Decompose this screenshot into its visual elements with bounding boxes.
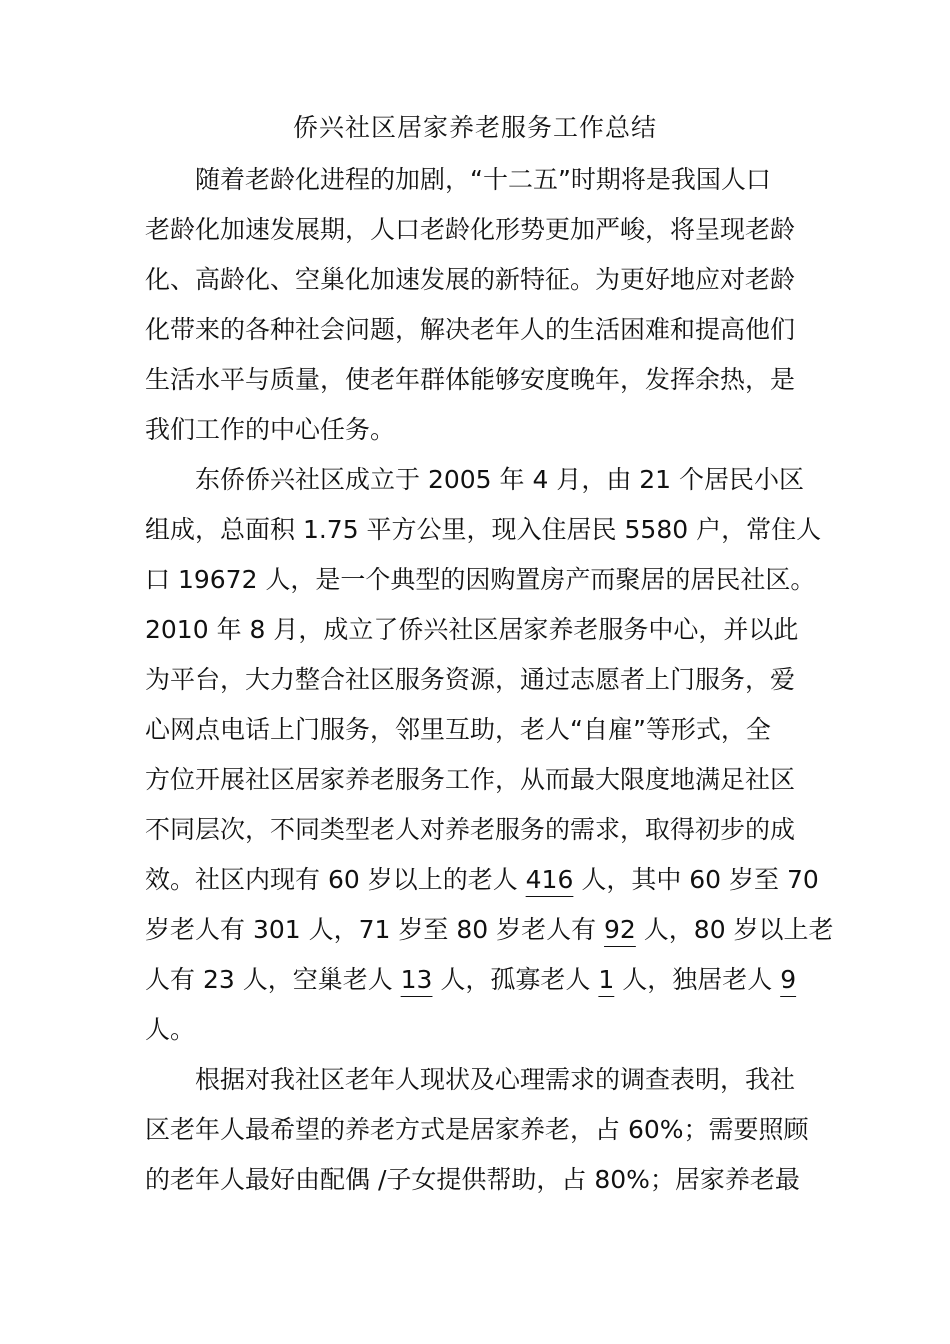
paragraph-1-line-4: 化带来的各种社会问题，解决老年人的生活困难和提高他们 [145, 315, 796, 344]
paragraph-2-line-12: 人。 [145, 1015, 196, 1044]
paragraph-2-line-10 [145, 910, 834, 950]
paragraph-2-line-9 [145, 860, 819, 900]
underlined-number: 1 [598, 965, 615, 994]
paragraph-2-line-8: 不同层次，不同类型老人对养老服务的需求，取得初步的成 [145, 815, 796, 844]
text-segment: 岁老人有 301 人，71 岁至 80 岁老人有 [145, 915, 605, 944]
paragraph-1-line-5: 生活水平与质量，使老年群体能够安度晚年，发挥余热，是 [145, 365, 796, 394]
underlined-number: 13 [400, 965, 433, 994]
paragraph-3-line-2: 区老年人最希望的养老方式是居家养老，占 60%；需要照顾 [145, 1115, 809, 1144]
text-segment: 人有 23 人，空巢老人 [145, 965, 401, 994]
text-segment: 人，孤寡老人 [432, 965, 599, 994]
paragraph-2-line-3: 口 19672 人，是一个典型的因购置房产而聚居的居民社区。 [145, 565, 816, 594]
paragraph-1-line-3: 化、高龄化、空巢化加速发展的新特征。为更好地应对老龄 [145, 265, 796, 294]
text-segment: 人，其中 60 岁至 70 [573, 865, 819, 894]
paragraph-2-line-7: 方位开展社区居家养老服务工作，从而最大限度地满足社区 [145, 765, 796, 794]
paragraph-3-line-3: 的老年人最好由配偶 /子女提供帮助，占 80%；居家养老最 [145, 1165, 800, 1194]
text-segment: 人，独居老人 [614, 965, 781, 994]
paragraph-2-line-4: 2010 年 8 月，成立了侨兴社区居家养老服务中心，并以此 [145, 615, 799, 644]
paragraph-3-line-1: 根据对我社区老年人现状及心理需求的调查表明，我社 [195, 1065, 796, 1094]
paragraph-2-line-11 [145, 960, 796, 1000]
paragraph-1-line-6: 我们工作的中心任务。 [145, 415, 396, 444]
paragraph-1-line-2: 老龄化加速发展期，人口老龄化形势更加严峻，将呈现老龄 [145, 215, 796, 244]
underlined-number: 92 [604, 915, 636, 944]
text-segment: 人，80 岁以上老 [635, 915, 834, 944]
paragraph-1-line-1: 随着老龄化进程的加剧，“十二五”时期将是我国人口 [195, 165, 771, 194]
paragraph-2-line-6: 心网点电话上门服务，邻里互助，老人“自雇”等形式，全 [145, 715, 771, 744]
underlined-number: 416 [525, 865, 574, 894]
underlined-number: 9 [780, 965, 797, 994]
paragraph-2-line-5: 为平台，大力整合社区服务资源，通过志愿者上门服务，爱 [145, 665, 796, 694]
text-segment: 效。社区内现有 60 岁以上的老人 [145, 865, 526, 894]
paragraph-2-line-1: 东侨侨兴社区成立于 2005 年 4 月，由 21 个居民小区 [195, 465, 805, 494]
paragraph-2-line-2: 组成，总面积 1.75 平方公里，现入住居民 5580 户，常住人 [145, 515, 822, 544]
document-title: 侨兴社区居家养老服务工作总结 [292, 113, 657, 142]
